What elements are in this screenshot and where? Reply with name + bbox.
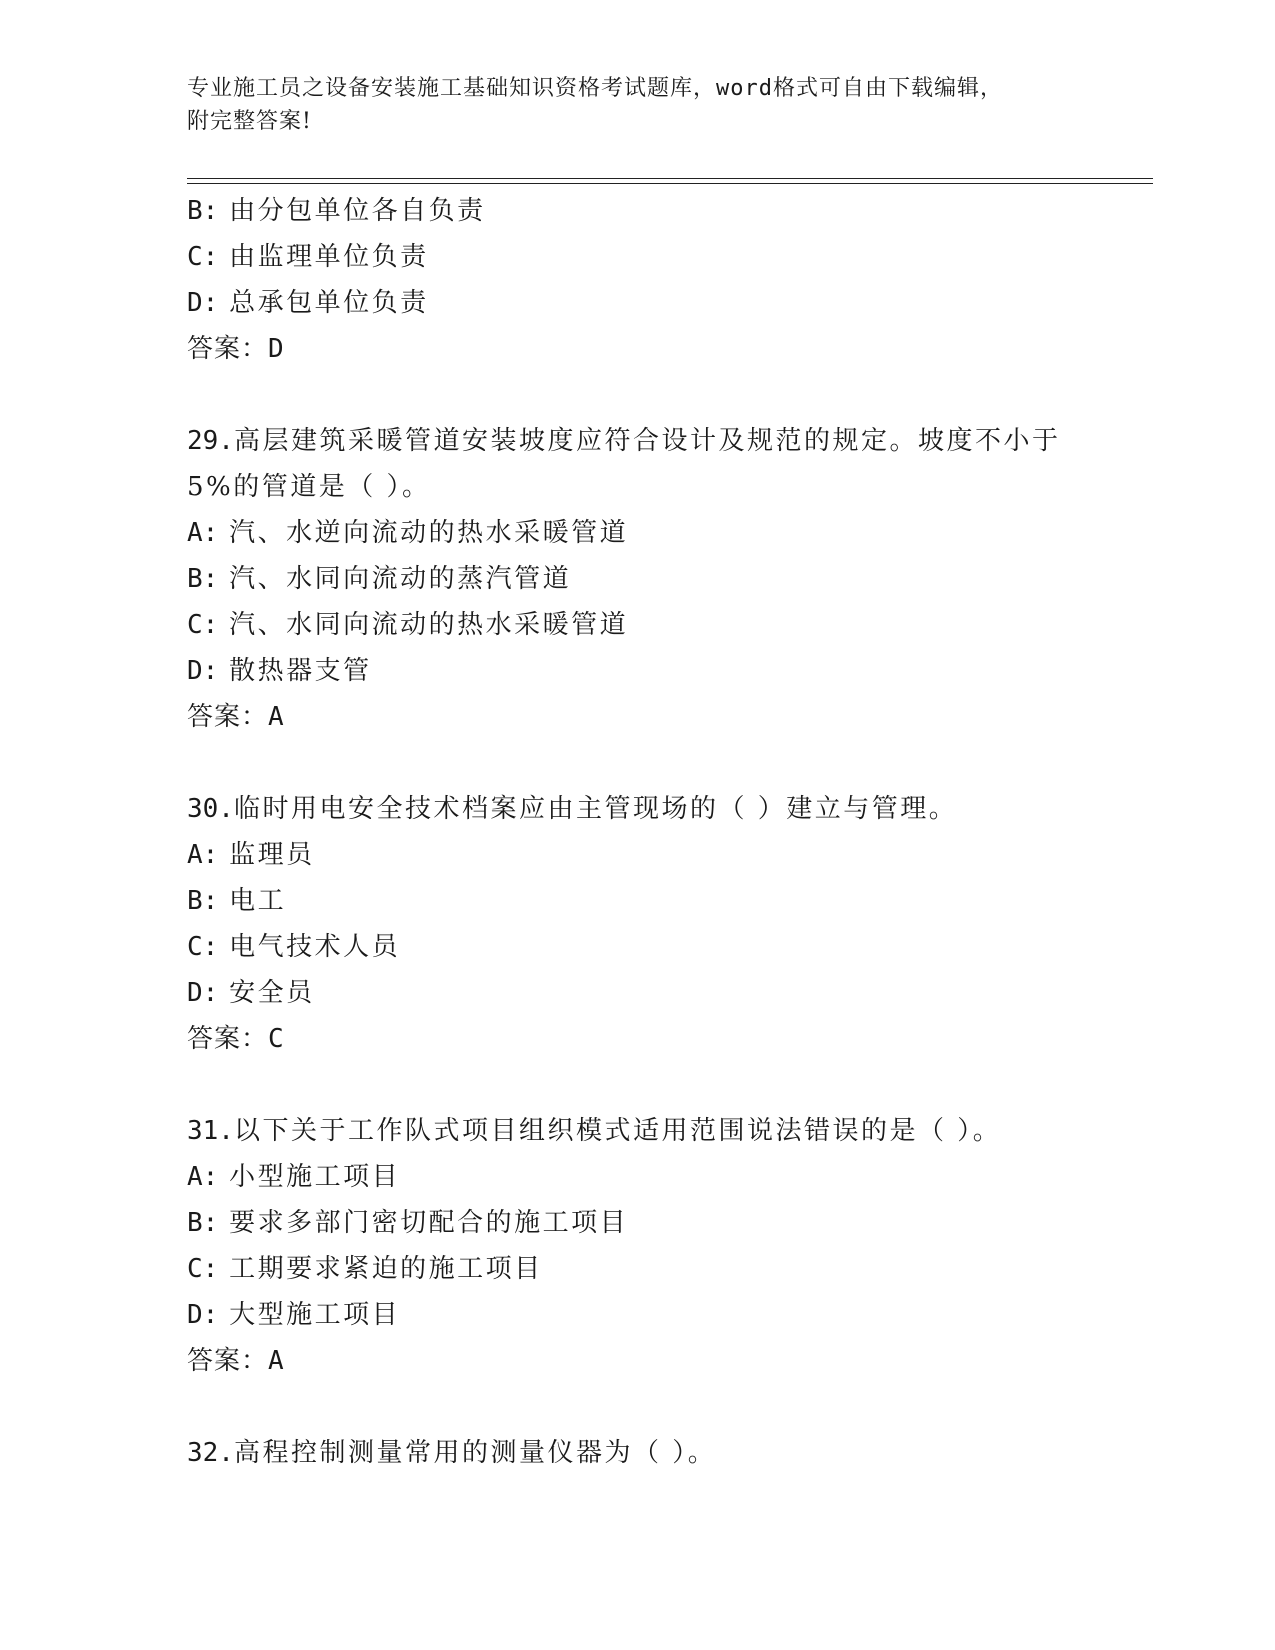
option-c: C: 汽、水同向流动的热水采暖管道 bbox=[187, 610, 629, 640]
option-d: D: 大型施工项目 bbox=[187, 1300, 401, 1330]
question-30 bbox=[187, 786, 1147, 832]
spacer bbox=[187, 1384, 1147, 1430]
option-d: D: 散热器支管 bbox=[187, 656, 372, 686]
spacer bbox=[187, 1062, 1147, 1108]
option-d: D: 安全员 bbox=[187, 978, 315, 1008]
question-32 bbox=[187, 1430, 1147, 1476]
question-stem: 32.高程控制测量常用的测量仪器为（ ）。 bbox=[187, 1438, 717, 1468]
option-d: D: 总承包单位负责 bbox=[187, 288, 429, 318]
header-text-c: 格式可自由下载编辑， bbox=[773, 76, 1004, 101]
header-text-a: 专业施工员之设备安装施工基础知识资格考试题库， bbox=[187, 76, 717, 101]
question-list bbox=[187, 188, 1147, 1476]
answer-line: 答案：D bbox=[187, 334, 285, 364]
option-a: A: 监理员 bbox=[187, 840, 315, 870]
option-a: A: 汽、水逆向流动的热水采暖管道 bbox=[187, 518, 629, 548]
question-29 bbox=[187, 418, 1147, 510]
option-b: B: 要求多部门密切配合的施工项目 bbox=[187, 1208, 629, 1238]
question-stem-cont: 5%的管道是（ ）。 bbox=[187, 472, 431, 502]
question-stem: 30.临时用电安全技术档案应由主管现场的（ ）建立与管理。 bbox=[187, 794, 958, 824]
question-stem: 29.高层建筑采暖管道安装坡度应符合设计及规范的规定。坡度不小于 bbox=[187, 426, 1061, 456]
option-c: C: 由监理单位负责 bbox=[187, 242, 429, 272]
answer-line: 答案：C bbox=[187, 1024, 285, 1054]
option-c: C: 工期要求紧迫的施工项目 bbox=[187, 1254, 543, 1284]
spacer bbox=[187, 372, 1147, 418]
header-divider-top bbox=[187, 178, 1153, 179]
document-header bbox=[187, 72, 1087, 138]
header-divider-bottom bbox=[187, 183, 1153, 184]
option-b: B: 由分包单位各自负责 bbox=[187, 196, 486, 226]
option-c: C: 电气技术人员 bbox=[187, 932, 401, 962]
header-text-word: word bbox=[716, 76, 773, 101]
header-line-1 bbox=[187, 72, 1087, 105]
header-line-2: 附完整答案! bbox=[187, 109, 312, 134]
option-b: B: 电工 bbox=[187, 886, 287, 916]
spacer bbox=[187, 740, 1147, 786]
question-31 bbox=[187, 1108, 1147, 1154]
option-b: B: 汽、水同向流动的蒸汽管道 bbox=[187, 564, 572, 594]
answer-line: 答案：A bbox=[187, 702, 285, 732]
option-a: A: 小型施工项目 bbox=[187, 1162, 401, 1192]
question-stem: 31.以下关于工作队式项目组织模式适用范围说法错误的是（ ）。 bbox=[187, 1116, 1002, 1146]
answer-line: 答案：A bbox=[187, 1346, 285, 1376]
